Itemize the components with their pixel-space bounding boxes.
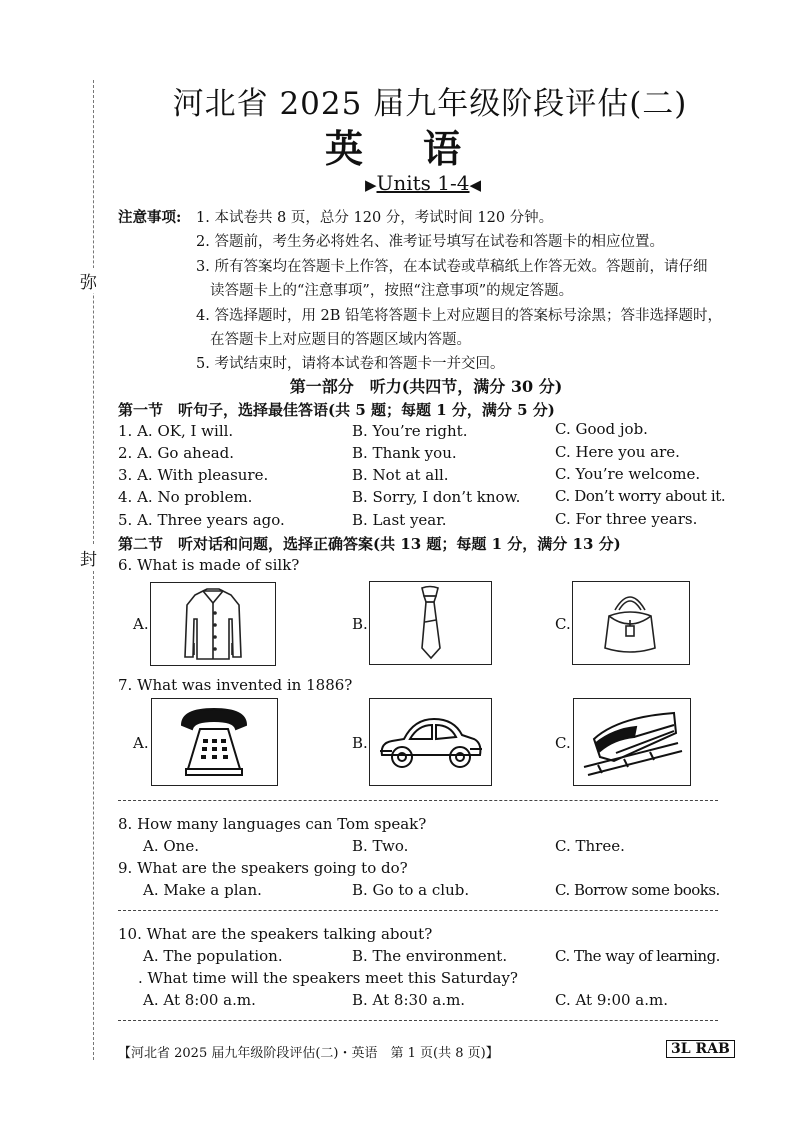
seal-char-1: 弥 bbox=[80, 268, 97, 293]
part1-title: 第一部分 听力(共四节，满分 30 分) bbox=[289, 377, 563, 396]
q6-option-b: B. bbox=[352, 615, 368, 633]
s1-q2-a: 2. A. Go ahead. bbox=[118, 444, 235, 462]
car-image bbox=[369, 698, 492, 786]
s1-q5-c: C. For three years. bbox=[555, 510, 698, 528]
note-item: 4. 答选择题时，用 2B 铅笔将答题卡上对应题目的答案标号涂黑；答非选择题时， bbox=[196, 308, 723, 324]
q7-option-a: A. bbox=[133, 734, 149, 752]
s1-q3-c: C. You’re welcome. bbox=[555, 465, 701, 483]
bag-icon bbox=[573, 582, 688, 663]
s1-q1-b: B. You’re right. bbox=[352, 422, 468, 440]
note-item: 读答题卡上的“注意事项”，按照“注意事项”的规定答题。 bbox=[210, 283, 574, 299]
dashed-separator bbox=[118, 1020, 718, 1021]
telephone-icon bbox=[152, 699, 276, 784]
q9-option-c: C. Borrow some books. bbox=[555, 881, 720, 899]
s1-q5-a: 5. A. Three years ago. bbox=[118, 511, 285, 529]
q11-option-c: C. At 9:00 a.m. bbox=[555, 991, 668, 1009]
car-icon bbox=[370, 699, 490, 784]
subject-title: 英语 bbox=[324, 126, 521, 171]
q8-option-c: C. Three. bbox=[555, 837, 625, 855]
q10-option-c: C. The way of learning. bbox=[555, 947, 720, 965]
note-item: 3. 所有答案均在答题卡上作答，在本试卷或草稿纸上作答无效。答题前，请仔细 bbox=[196, 259, 708, 275]
s1-q2-b: B. Thank you. bbox=[352, 444, 457, 462]
tie-icon bbox=[370, 582, 490, 663]
q7-option-b: B. bbox=[352, 734, 368, 752]
q7-question: 7. What was invented in 1886? bbox=[118, 676, 353, 694]
q8-option-a: A. One. bbox=[143, 837, 199, 855]
q7-option-c: C. bbox=[555, 734, 571, 752]
section1-title: 第一节 听句子，选择最佳答语(共 5 题；每题 1 分，满分 5 分) bbox=[118, 401, 555, 419]
triangle-right-icon: ▶ bbox=[364, 176, 377, 194]
q11-option-a: A. At 8:00 a.m. bbox=[143, 991, 256, 1009]
q11-option-b: B. At 8:30 a.m. bbox=[352, 991, 466, 1009]
s1-q5-b: B. Last year. bbox=[352, 511, 447, 529]
q9-question: 9. What are the speakers going to do? bbox=[118, 859, 408, 877]
q6-question: 6. What is made of silk? bbox=[118, 556, 300, 574]
binding-line bbox=[93, 80, 94, 1060]
q10-option-a: A. The population. bbox=[143, 947, 283, 965]
s1-q3-b: B. Not at all. bbox=[352, 466, 449, 484]
q10-question: 10. What are the speakers talking about? bbox=[118, 925, 433, 943]
dashed-separator bbox=[118, 910, 718, 911]
bag-image bbox=[572, 581, 690, 665]
shirt-image bbox=[150, 582, 276, 666]
tie-image bbox=[369, 581, 492, 665]
q6-option-c: C. bbox=[555, 615, 571, 633]
train-image bbox=[573, 698, 691, 786]
s1-q4-a: 4. A. No problem. bbox=[118, 488, 253, 506]
section2-title: 第二节 听对话和问题，选择正确答案(共 13 题；每题 1 分，满分 13 分) bbox=[118, 535, 621, 553]
exam-title: 河北省 2025 届九年级阶段评估(二) bbox=[172, 86, 688, 122]
q9-option-b: B. Go to a club. bbox=[352, 881, 470, 899]
units-text: Units 1-4 bbox=[376, 171, 470, 195]
q11-question: . What time will the speakers meet this Saturday? bbox=[138, 969, 518, 987]
s1-q4-b: B. Sorry, I don’t know. bbox=[352, 488, 521, 506]
note-item: 2. 答题前，考生务必将姓名、准考证号填写在试卷和答题卡的相应位置。 bbox=[196, 234, 664, 250]
q10-option-b: B. The environment. bbox=[352, 947, 508, 965]
q8-question: 8. How many languages can Tom speak? bbox=[118, 815, 427, 833]
seal-char-2: 封 bbox=[80, 545, 97, 570]
note-item: 在答题卡上对应题目的答题区域内答题。 bbox=[210, 332, 471, 348]
triangle-left-icon: ◀ bbox=[469, 176, 482, 194]
exam-code: 3L RAB bbox=[666, 1040, 735, 1058]
s1-q1-c: C. Good job. bbox=[555, 420, 648, 438]
note-item: 5. 考试结束时，请将本试卷和答题卡一并交回。 bbox=[196, 356, 505, 372]
s1-q3-a: 3. A. With pleasure. bbox=[118, 466, 269, 484]
q9-option-a: A. Make a plan. bbox=[143, 881, 262, 899]
s1-q4-c: C. Don’t worry about it. bbox=[555, 487, 726, 505]
dashed-separator bbox=[118, 800, 718, 801]
q6-option-a: A. bbox=[133, 615, 149, 633]
note-item: 1. 本试卷共 8 页，总分 120 分，考试时间 120 分钟。 bbox=[196, 210, 554, 226]
page-footer: 【河北省 2025 届九年级阶段评估(二)・英语 第 1 页(共 8 页)】 bbox=[118, 1046, 499, 1061]
telephone-image bbox=[151, 698, 278, 786]
train-icon bbox=[574, 699, 689, 784]
units-label bbox=[0, 171, 794, 195]
s1-q2-c: C. Here you are. bbox=[555, 443, 680, 461]
s1-q1-a: 1. A. OK, I will. bbox=[118, 422, 234, 440]
q8-option-b: B. Two. bbox=[352, 837, 409, 855]
shirt-icon bbox=[151, 583, 274, 664]
notes-label: 注意事项: bbox=[118, 209, 182, 226]
